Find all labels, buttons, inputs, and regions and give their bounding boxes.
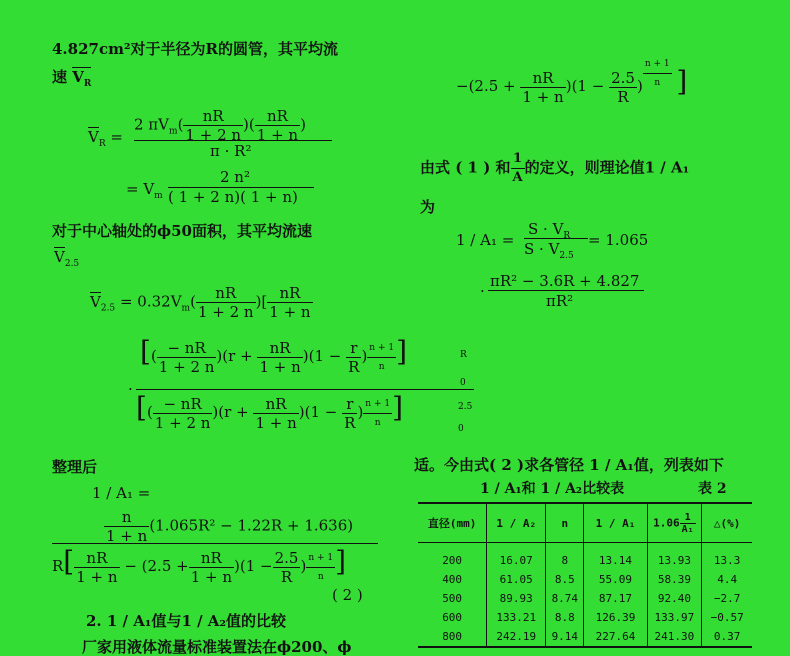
table-row — [418, 589, 752, 608]
section-heading: 2. 1 / A₁值与1 / A₂值的比较 — [86, 612, 287, 630]
table-cell: 200 — [442, 554, 463, 567]
table-cell: 8.74 — [546, 589, 584, 608]
table-cell: 61.05 — [487, 570, 546, 589]
big-fraction-bar — [136, 389, 474, 390]
vr-symbol: $V_R$ — [72, 68, 92, 89]
big-lim-bot: 0 — [460, 378, 466, 388]
table-cell: 500 — [442, 592, 463, 605]
big-lim-top: R — [460, 350, 467, 360]
table-cell: 8.8 — [546, 608, 584, 627]
table-row — [418, 570, 752, 589]
bottom-line: 厂家用液体流量标准装置法在ϕ200、ϕ — [82, 638, 352, 656]
col-header-diameter: 直径(mm) — [418, 503, 487, 543]
table-cell: −2.7 — [702, 589, 752, 608]
top-eq: −(2.5 + $\frac{nR}{1 + n}$ )(1 − $\frac{2.5}{R}$ ) $^{\frac{n + 1}{n}}$ ] — [456, 68, 687, 106]
table-cell: 0.37 — [702, 627, 752, 647]
table-cell: 600 — [442, 611, 463, 624]
big-numerator: [( $\frac{- nR}{1 + 2 n}$ )(r + $\frac{nR}{1 + n}$ )(1 − $\frac{r}{R}$ ) $\frac{n + 1}{n}$ ] — [140, 335, 408, 376]
table-cell: 242.19 — [487, 627, 546, 647]
eq5-fraction-bar — [524, 238, 588, 239]
para2: 适。今由式( 2 )求各管径 1 / A₁值，列表如下 — [414, 456, 724, 474]
table-cell: 9.14 — [546, 627, 584, 647]
table-row — [418, 627, 752, 647]
table-row — [418, 608, 752, 627]
table-cell: −0.57 — [702, 608, 752, 627]
eq4-numerator: $\frac{n}{1 + n}$ (1.065R² − 1.22R + 1.636) — [106, 508, 354, 545]
table-title: 1 / A₁和 1 / A₂比较表 — [480, 481, 625, 497]
table-header-row — [418, 503, 752, 543]
eq4-tag: ( 2 ) — [332, 586, 363, 604]
table-cell: 400 — [442, 573, 463, 586]
eq3: $V_{2.5} = 0.32V_m$( $\frac{nR}{1 + 2 n}$ )[ $\frac{nR}{1 + n}$ — [90, 284, 311, 321]
table-cell: 800 — [418, 627, 487, 647]
eq6-numerator: πR² − 3.6R + 4.827 — [490, 272, 640, 290]
table-cell: 4.4 — [702, 570, 752, 589]
col-header-delta: △(%) — [702, 503, 752, 543]
eq5-numerator: $S \cdot V_R$ — [528, 220, 571, 241]
big-lim-top2: 2.5 — [458, 402, 473, 412]
eq1-numerator: 2 $\pi V_m$( $\frac{nR}{1 + 2 n}$ )( $\frac{nR}{1 + n}$ ) — [134, 107, 306, 144]
table-cell: 13.14 — [584, 543, 647, 571]
eq2-numerator: 2 n² — [220, 168, 250, 186]
table-cell: 55.09 — [584, 570, 647, 589]
intro-line-2: 速 $V_R$ — [52, 68, 92, 89]
big-lim-bot2: 0 — [458, 424, 464, 434]
col-header-1-a2: 1 / A₂ — [487, 503, 546, 543]
eq5-lhs: 1 / A₁ = — [456, 231, 515, 249]
big-denominator: [( $\frac{- nR}{1 + 2 n}$ )(r + $\frac{nR}{1 + n}$ )(1 − $\frac{r}{R}$ ) $\frac{n + 1}{n}$ ] — [136, 391, 404, 432]
intro-line-1: 4.827cm²对于半径为R的圆管，其平均流 — [52, 40, 339, 58]
eq2-prefix: = $V_m$ — [126, 180, 163, 201]
eq6-prefix: · — [480, 282, 485, 300]
col-header-106-a1: 1.06 $\frac{1}{\text{A₁}}$ — [647, 503, 702, 543]
para1-line2: 为 — [420, 198, 436, 216]
table-cell: 133.97 — [647, 608, 702, 627]
eq4-denominator: R[ $\frac{nR}{1 + n}$ − (2.5 + $\frac{nR}{1 + n}$ )(1 − $\frac{2.5}{R}$ ) $\frac{n + 1}{n}$ ] — [52, 545, 347, 586]
table-cell: 227.64 — [584, 627, 647, 647]
center-axis-line: 对于中心轴处的ϕ50面积，其平均流速 — [52, 222, 312, 240]
eq6-fraction-bar — [488, 290, 644, 291]
eq1-lhs: $V_R$ = — [88, 128, 123, 149]
table-cell: 92.40 — [647, 589, 702, 608]
table-cell: 8.5 — [546, 570, 584, 589]
eq6-denominator: πR² — [546, 292, 574, 310]
table-row — [418, 543, 752, 571]
table-cell: 8 — [546, 543, 584, 571]
table-cell: 13.3 — [702, 543, 752, 571]
table-cell: 126.39 — [584, 608, 647, 627]
eq2-denominator: ( 1 + 2 n)( 1 + n) — [168, 188, 298, 206]
para1: 由式 ( 1 ) 和 $\frac{1}{A}$ 的定义，则理论值1 / A₁ — [420, 151, 690, 185]
table-cell: 13.93 — [647, 543, 702, 571]
comparison-table — [418, 502, 752, 648]
col-header-n: n — [546, 503, 584, 543]
table-cell: 133.21 — [487, 608, 546, 627]
big-dot: · — [128, 380, 133, 398]
table-cell: 58.39 — [647, 570, 702, 589]
eq4-fraction-bar — [52, 543, 378, 544]
eq1-denominator: π · R² — [210, 142, 252, 160]
center-symbol: $V_{2.5}$ — [54, 248, 80, 269]
table-number: 表 2 — [698, 481, 727, 497]
eq5-denominator: $S \cdot V_{2.5}$ — [524, 240, 574, 261]
col-header-1-a1: 1 / A₁ — [584, 503, 647, 543]
after-heading: 整理后 — [52, 458, 98, 476]
eq1-fraction-bar — [134, 140, 332, 141]
table-cell: 241.30 — [647, 627, 702, 647]
eq5-rhs: = 1.065 — [588, 231, 649, 249]
table-cell: 89.93 — [487, 589, 546, 608]
table-cell: 16.07 — [487, 543, 546, 571]
eq4-lhs: 1 / A₁ = — [92, 484, 151, 502]
table-cell: 87.17 — [584, 589, 647, 608]
